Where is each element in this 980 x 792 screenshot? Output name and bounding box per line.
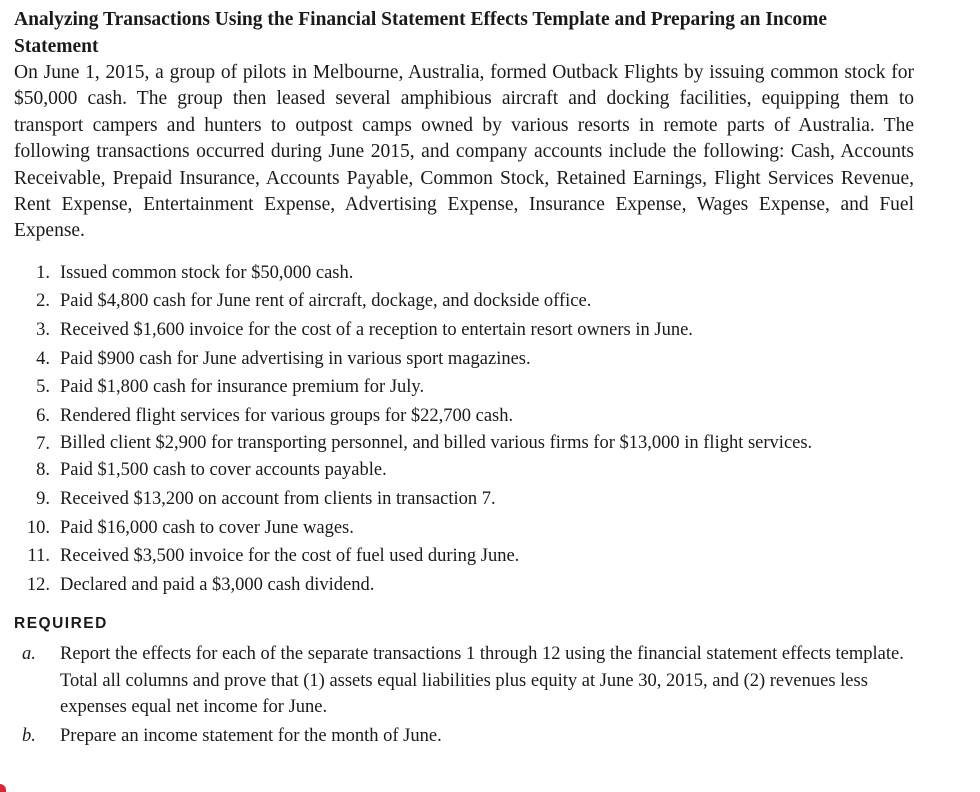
transaction-item [14,402,914,431]
transaction-text: Billed client $2,900 for transporting personnel, and billed various firms for $13,000 in flight services. [60,433,813,454]
problem-page [14,6,914,751]
transaction-item [14,571,914,600]
transaction-item [14,456,914,485]
required-text: Report the effects for each of the separate transactions 1 through 12 using the financial statement effects template. Total all columns and prove that (1) assets equal liabilities plus equity at June 30, 2015, and (2) revenues less expenses equal net income for June. [60,644,904,718]
required-item [14,723,914,749]
transaction-text: Issued common stock for $50,000 cash. [60,262,354,283]
required-list [14,641,914,749]
transaction-item [14,316,914,345]
transaction-item [14,259,914,288]
transaction-number: 6. [36,405,50,426]
transaction-item [14,373,914,402]
transaction-item [14,345,914,374]
transaction-number: 7. [36,434,50,455]
transaction-text: Received $3,500 invoice for the cost of fuel used during June. [60,546,520,567]
transaction-number: 2. [36,291,50,312]
transaction-item [14,514,914,543]
transaction-number: 1. [36,262,50,283]
transaction-number: 9. [36,489,50,509]
transaction-number: 5. [36,377,50,398]
transaction-list [14,259,914,600]
transaction-number: 8. [36,460,50,481]
transaction-text: Received $1,600 invoice for the cost of a reception to entertain resort owners in June. [60,320,693,341]
transaction-item [14,430,914,456]
transaction-text: Rendered flight services for various groups for $22,700 cash. [60,405,514,426]
transaction-text: Paid $4,800 cash for June rent of aircraft, dockage, and dockside office. [60,291,592,312]
required-letter: a. [22,644,36,665]
transaction-text: Paid $16,000 cash to cover June wages. [60,517,354,538]
required-item [14,641,914,720]
transaction-item [14,287,914,316]
transaction-text: Paid $1,500 cash to cover accounts payable. [60,460,387,481]
transaction-number: 3. [36,320,50,341]
transaction-item [14,542,914,571]
transaction-text: Paid $900 cash for June advertising in various sport magazines. [60,348,531,369]
required-text: Prepare an income statement for the month of June. [60,725,442,746]
problem-intro: On June 1, 2015, a group of pilots in Melbourne, Australia, formed Outback Flights by issuing common stock for $50,000 cash. The group then leased several amphibious aircraft and docking facilities, equipping them to transport campers and hunters to outpost camps owned by various resorts in remote parts of Australia. The following transactions occurred during June 2015, and company accounts include the following: Cash, Accounts Receivable, Prepaid Insurance, Accounts Payable, Common Stock, Retained Earnings, Flight Services Revenue, Rent Expense, Entertainment Expense, Advertising Expense, Insurance Expense, Wages Expense, and Fuel Expense. [14,62,914,242]
transaction-text: Paid $1,800 cash for insurance premium for July. [60,377,425,398]
transaction-number: 4. [36,348,50,369]
transaction-item [14,485,914,514]
required-letter: b. [22,725,36,746]
transaction-number: 11. [27,546,50,567]
problem-title: Analyzing Transactions Using the Financial Statement Effects Template and Preparing an Income Statement [14,9,828,57]
transaction-number: 10. [26,517,50,538]
required-heading: REQUIRED [14,615,108,633]
transaction-text: Received $13,200 on account from clients in transaction 7. [60,489,496,509]
transaction-text: Declared and paid a $3,000 cash dividend. [60,574,375,595]
transaction-number: 12. [26,574,50,595]
corner-mark [0,784,6,792]
